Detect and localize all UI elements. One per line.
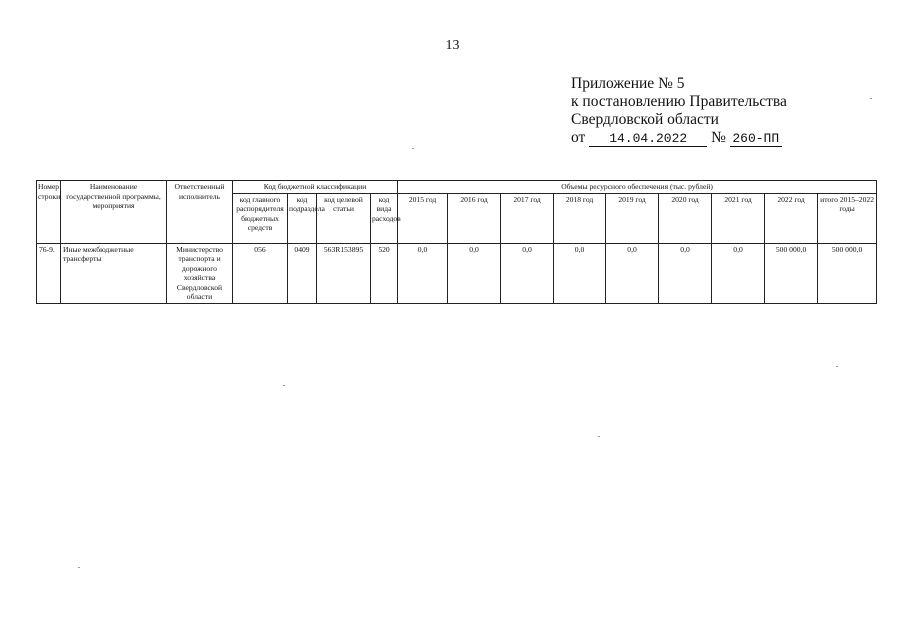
row-value-2022: 500 000,0	[765, 243, 818, 303]
scan-speck	[283, 385, 285, 386]
row-name: Иные межбюджетные трансферты	[61, 243, 167, 303]
header-row-number: Номер строки	[37, 181, 61, 244]
header-executor: Ответственный исполнитель	[167, 181, 233, 244]
header-year-2016: 2016 год	[448, 193, 501, 243]
header-subsection: код подраздела	[288, 193, 317, 243]
row-target-article: 563R153895	[317, 243, 371, 303]
resolution-number: 260-ПП	[730, 132, 782, 147]
header-name: Наименование государственной программы, мероприятия	[61, 181, 167, 244]
header-year-2022: 2022 год	[765, 193, 818, 243]
row-chief-manager: 056	[233, 243, 288, 303]
from-label: от	[571, 129, 586, 146]
row-value-2019: 0,0	[606, 243, 659, 303]
number-label: №	[711, 129, 726, 146]
row-value-2015: 0,0	[398, 243, 448, 303]
table-row	[37, 243, 877, 303]
scan-speck	[78, 567, 80, 568]
row-value-2017: 0,0	[501, 243, 554, 303]
header-expense-type: код вида расходов	[371, 193, 398, 243]
appendix-resolution: к постановлению Правительства	[571, 93, 787, 110]
appendix-date-line	[571, 129, 787, 147]
header-volumes-group: Объемы ресурсного обеспечения (тыс. рублей)	[398, 181, 877, 194]
header-budget-code-group: Код бюджетной классификации	[233, 181, 398, 194]
header-total: итого 2015–2022 годы	[818, 193, 877, 243]
header-target-article: код целевой статьи	[317, 193, 371, 243]
scan-speck	[412, 148, 414, 149]
row-value-2018: 0,0	[554, 243, 606, 303]
appendix-title: Приложение № 5	[571, 75, 685, 92]
scan-speck	[870, 98, 872, 99]
header-row-1	[37, 181, 877, 194]
header-chief-manager: код главного распорядителя бюджетных средств	[233, 193, 288, 243]
scan-speck	[836, 366, 838, 367]
appendix-header	[571, 75, 787, 147]
resource-table	[36, 180, 877, 304]
row-value-2021: 0,0	[712, 243, 765, 303]
row-subsection: 0409	[288, 243, 317, 303]
row-number: 76-9.	[37, 243, 61, 303]
header-year-2018: 2018 год	[554, 193, 606, 243]
row-expense-type: 520	[371, 243, 398, 303]
header-year-2017: 2017 год	[501, 193, 554, 243]
header-year-2019: 2019 год	[606, 193, 659, 243]
header-year-2015: 2015 год	[398, 193, 448, 243]
row-value-total: 500 000,0	[818, 243, 877, 303]
appendix-region: Свердловской области	[571, 111, 719, 128]
page-number: 13	[445, 38, 460, 53]
scan-speck	[598, 436, 600, 437]
row-executor: Министерство транспорта и дорожного хозяйства Свердловской области	[167, 243, 233, 303]
resolution-date: 14.04.2022	[589, 132, 707, 147]
header-year-2021: 2021 год	[712, 193, 765, 243]
row-value-2016: 0,0	[448, 243, 501, 303]
header-year-2020: 2020 год	[659, 193, 712, 243]
row-value-2020: 0,0	[659, 243, 712, 303]
